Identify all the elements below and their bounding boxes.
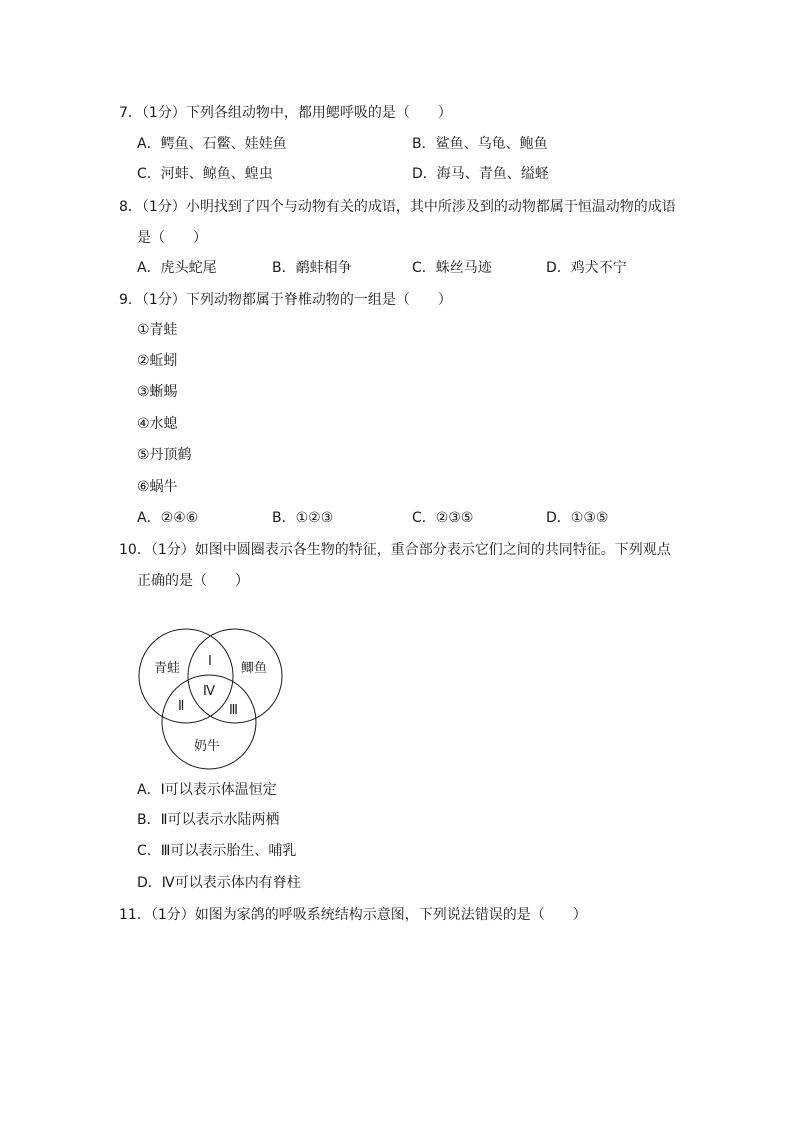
question-9-option-d: D．①③⑤ [546, 510, 609, 526]
question-11-stem: 11．（1分）如图为家鸽的呼吸系统结构示意图，下列说法错误的是（ ） [119, 907, 587, 923]
question-9-item: ①青蛙 [137, 322, 178, 338]
venn-label-right: 鲫鱼 [241, 661, 268, 676]
question-7-option-a: A．鳄鱼、石鳖、娃娃鱼 [137, 136, 287, 152]
question-7-option-c: C．河蚌、鲸鱼、蝗虫 [137, 166, 273, 182]
question-7-stem: 7．（1分）下列各组动物中，都用鳃呼吸的是（ ） [119, 105, 452, 121]
question-9-stem: 9．（1分）下列动物都属于脊椎动物的一组是（ ） [119, 292, 452, 308]
venn-label-left: 青蛙 [154, 661, 181, 676]
question-10-option-c: C．Ⅲ可以表示胎生、哺乳 [137, 843, 297, 859]
question-8-option-d: D．鸡犬不宁 [546, 260, 627, 276]
venn-region-3: Ⅲ [229, 703, 238, 718]
question-7-option-d: D．海马、青鱼、缢蛏 [412, 166, 549, 182]
question-10-stem-line1: 10．（1分）如图中圆圈表示各生物的特征，重合部分表示它们之间的共同特征。下列观点 [119, 542, 671, 558]
question-10-option-d: D．Ⅳ可以表示体内有脊柱 [137, 875, 301, 891]
question-9-option-b: B．①②③ [272, 510, 334, 526]
question-9-item: ⑤丹顶鹤 [137, 447, 192, 463]
question-7-option-b: B．鲨鱼、乌龟、鲍鱼 [412, 136, 548, 152]
question-10-stem-line2: 正确的是（ ） [137, 573, 249, 589]
venn-diagram [130, 622, 300, 772]
question-10-option-a: A．Ⅰ可以表示体温恒定 [137, 782, 277, 798]
question-8-option-a: A．虎头蛇尾 [137, 260, 217, 276]
question-9-item: ⑥蜗牛 [137, 479, 178, 495]
question-9-item: ④水螅 [137, 416, 178, 432]
question-8-stem-line2: 是（ ） [137, 230, 207, 246]
question-8-option-b: B．鹬蚌相争 [272, 260, 352, 276]
question-10-option-b: B．Ⅱ可以表示水陆两栖 [137, 812, 280, 828]
question-8-option-c: C．蛛丝马迹 [412, 260, 492, 276]
question-9-item: ②蚯蚓 [137, 353, 178, 369]
question-8-stem-line1: 8．（1分）小明找到了四个与动物有关的成语，其中所涉及到的动物都属于恒温动物的成语 [119, 199, 676, 215]
venn-region-1: Ⅰ [208, 654, 212, 669]
venn-region-2: Ⅱ [178, 699, 185, 714]
question-9-option-c: C．②③⑤ [412, 510, 474, 526]
question-9-item: ③蜥蜴 [137, 384, 178, 400]
question-9-option-a: A．②④⑥ [137, 510, 199, 526]
venn-label-bottom: 奶牛 [194, 739, 221, 754]
venn-region-4: Ⅳ [203, 684, 215, 699]
